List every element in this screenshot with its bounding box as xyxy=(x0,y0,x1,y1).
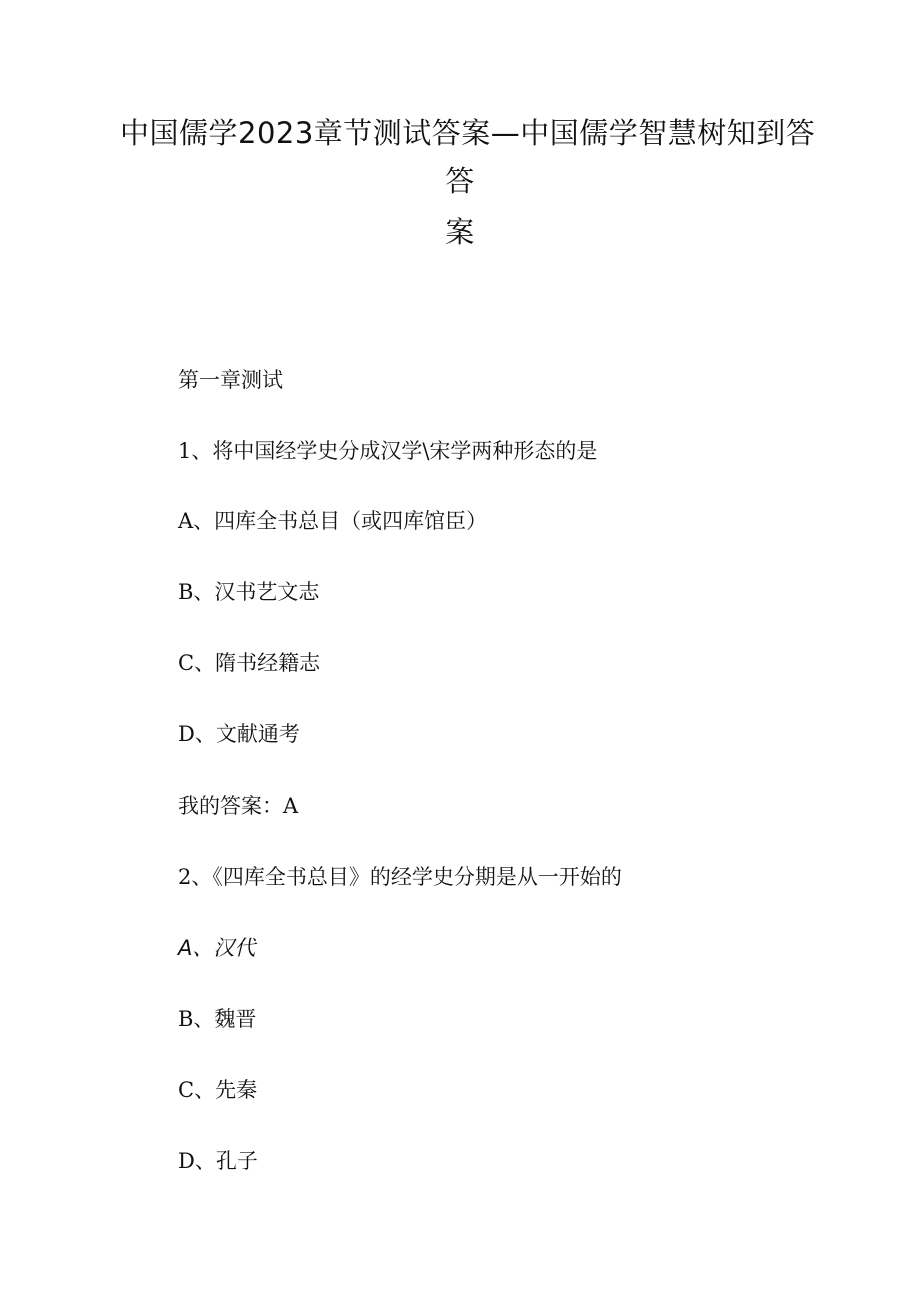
question-1-option-c: C、隋书经籍志 xyxy=(178,651,321,675)
document-title-line-2: 答 xyxy=(445,164,475,198)
question-2-option-c: C、先秦 xyxy=(178,1078,258,1102)
question-2-option-a: A、汉代 xyxy=(178,936,256,960)
question-2-option-b: B、魏晋 xyxy=(178,1007,257,1031)
question-2-option-d: D、孔子 xyxy=(178,1149,258,1173)
section-heading: 第一章测试 xyxy=(178,368,283,392)
document-title-line-3: 案 xyxy=(445,215,475,249)
question-2-prompt: 2、《四库全书总目》的经学史分期是从一开始的 xyxy=(178,865,622,889)
document-title-line-1: 中国儒学2023章节测试答案—中国儒学智慧树知到答 xyxy=(120,116,816,150)
question-1-option-b: B、汉书艺文志 xyxy=(178,580,320,604)
question-1-option-d: D、文献通考 xyxy=(178,722,300,746)
question-1-prompt: 1、将中国经学史分成汉学\宋学两种形态的是 xyxy=(178,439,598,463)
question-1-option-a: A、四库全书总目（或四库馆臣） xyxy=(178,509,488,533)
question-1-answer: 我的答案：A xyxy=(178,794,299,818)
